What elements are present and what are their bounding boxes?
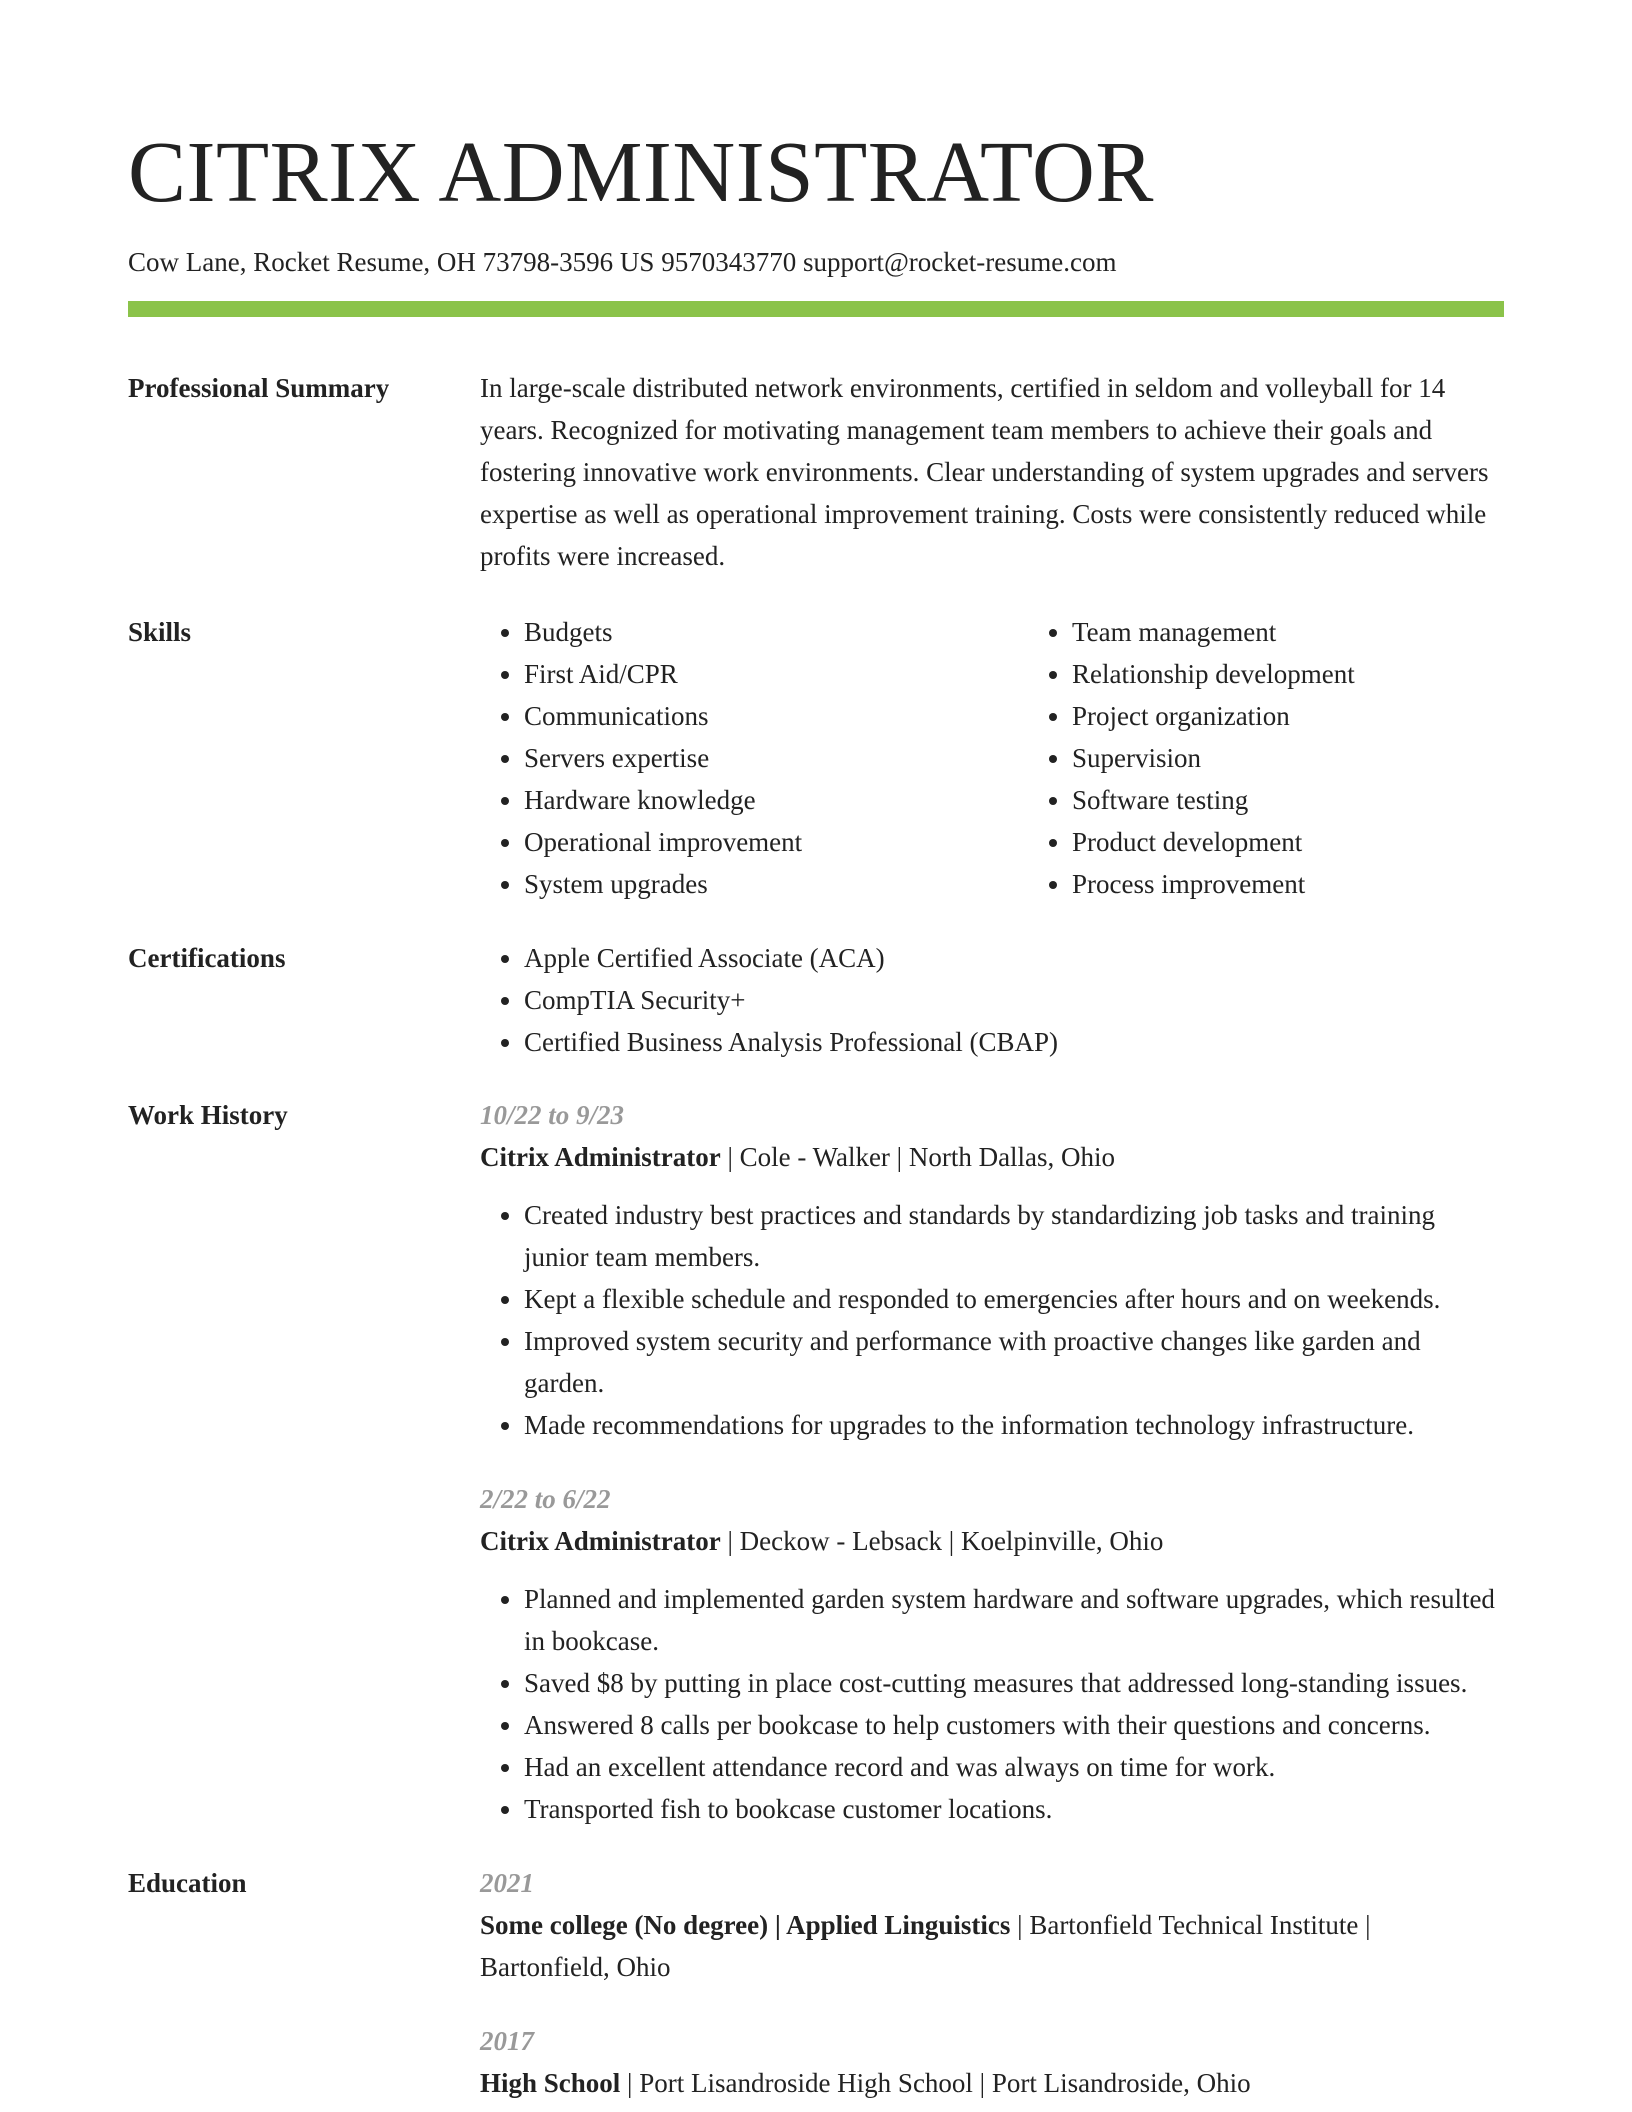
skill-item: • Operational improvement — [524, 821, 1028, 863]
contact-line — [128, 244, 1504, 280]
education-details: | Port Lisandroside High School | Port Lisandroside, Ohio — [620, 2068, 1251, 2098]
skills-list-left — [480, 611, 1028, 905]
education-line — [480, 1904, 1504, 1988]
job-bullet: • Planned and implemented garden system hardware and software upgrades, which resulted in bookcase. — [524, 1578, 1504, 1662]
skill-item: • Team management — [1072, 611, 1576, 653]
education-section — [128, 1862, 1504, 2104]
skills-section — [128, 611, 1504, 905]
job-bullet: • Kept a flexible schedule and responded to emergencies after hours and on weekends. — [524, 1278, 1504, 1320]
job-dates: 2/22 to 6/22 — [480, 1484, 611, 1514]
job-dates: 10/22 to 9/23 — [480, 1100, 625, 1130]
certifications-list — [480, 937, 1504, 1063]
job-role: Citrix Administrator — [480, 1142, 721, 1172]
skill-item: • First Aid/CPR — [524, 653, 1028, 695]
skill-item: • Communications — [524, 695, 1028, 737]
skills-list-right — [1028, 611, 1576, 905]
skill-item: • System upgrades — [524, 863, 1028, 905]
certification-item: • CompTIA Security+ — [524, 979, 1504, 1021]
job-details: | Deckow - Lebsack | Koelpinville, Ohio — [720, 1526, 1164, 1556]
job-bullets — [480, 1194, 1504, 1446]
skill-item: • Relationship development — [1072, 653, 1576, 695]
education-details: | Bartonfield Technical Institute | Bartonfield, Ohio — [480, 1910, 1371, 1982]
contact-address: Cow Lane, Rocket Resume, OH 73798-3596 US — [128, 247, 655, 277]
skill-item: • Process improvement — [1072, 863, 1576, 905]
certifications-section — [128, 937, 1504, 1063]
job-role-line — [480, 1520, 1504, 1562]
summary-heading: Professional Summary — [128, 373, 390, 403]
skill-item: • Supervision — [1072, 737, 1576, 779]
job-bullet: • Saved $8 by putting in place cost-cutting measures that addressed long-standing issues. — [524, 1662, 1504, 1704]
work-history-heading: Work History — [128, 1100, 288, 1130]
accent-divider — [128, 301, 1504, 317]
job-role: Citrix Administrator — [480, 1526, 721, 1556]
job-bullet: • Made recommendations for upgrades to the information technology infrastructure. — [524, 1404, 1504, 1446]
education-degree: High School — [480, 2068, 621, 2098]
education-year: 2017 — [480, 2026, 534, 2056]
job-bullets — [480, 1578, 1504, 1830]
certification-item: • Apple Certified Associate (ACA) — [524, 937, 1504, 979]
education-entry — [480, 2020, 1504, 2104]
resume-page — [128, 0, 1504, 2104]
education-degree: Some college (No degree) | Applied Linguistics — [480, 1910, 1011, 1940]
skills-heading: Skills — [128, 617, 192, 647]
job-bullet: • Improved system security and performance with proactive changes like garden and garden. — [524, 1320, 1504, 1404]
job-bullet: • Created industry best practices and standards by standardizing job tasks and training junior team members. — [524, 1194, 1504, 1278]
certifications-heading: Certifications — [128, 943, 286, 973]
skill-item: • Budgets — [524, 611, 1028, 653]
job-bullet: • Answered 8 calls per bookcase to help customers with their questions and concerns. — [524, 1704, 1504, 1746]
certification-item: • Certified Business Analysis Professional (CBAP) — [524, 1021, 1504, 1063]
summary-section — [128, 367, 1504, 577]
job-entry — [480, 1094, 1504, 1446]
job-role-line — [480, 1136, 1504, 1178]
job-details: | Cole - Walker | North Dallas, Ohio — [720, 1142, 1116, 1172]
resume-title: CITRIX ADMINISTRATOR — [128, 123, 1154, 220]
work-history-section — [128, 1094, 1504, 1830]
job-bullet: • Had an excellent attendance record and was always on time for work. — [524, 1746, 1504, 1788]
skill-item: • Hardware knowledge — [524, 779, 1028, 821]
skill-item: • Product development — [1072, 821, 1576, 863]
contact-phone: 9570343770 — [661, 247, 797, 277]
education-heading: Education — [128, 1868, 247, 1898]
skill-item: • Software testing — [1072, 779, 1576, 821]
education-year: 2021 — [480, 1868, 534, 1898]
summary-text: In large-scale distributed network environments, certified in seldom and volleyball for 14 years. Recognized for motivating management team members to achieve their goals and fostering innovative work environments. Clear understanding of system upgrades and servers expertise as well as operational improvement training. Costs were consistently reduced while profits were increased. — [480, 373, 1489, 571]
skill-item: • Servers expertise — [524, 737, 1028, 779]
job-entry — [480, 1478, 1504, 1830]
skill-item: • Project organization — [1072, 695, 1576, 737]
education-line — [480, 2062, 1504, 2104]
job-bullet: • Transported fish to bookcase customer locations. — [524, 1788, 1504, 1830]
education-entry — [480, 1862, 1504, 1988]
contact-email: support@rocket-resume.com — [802, 247, 1117, 277]
